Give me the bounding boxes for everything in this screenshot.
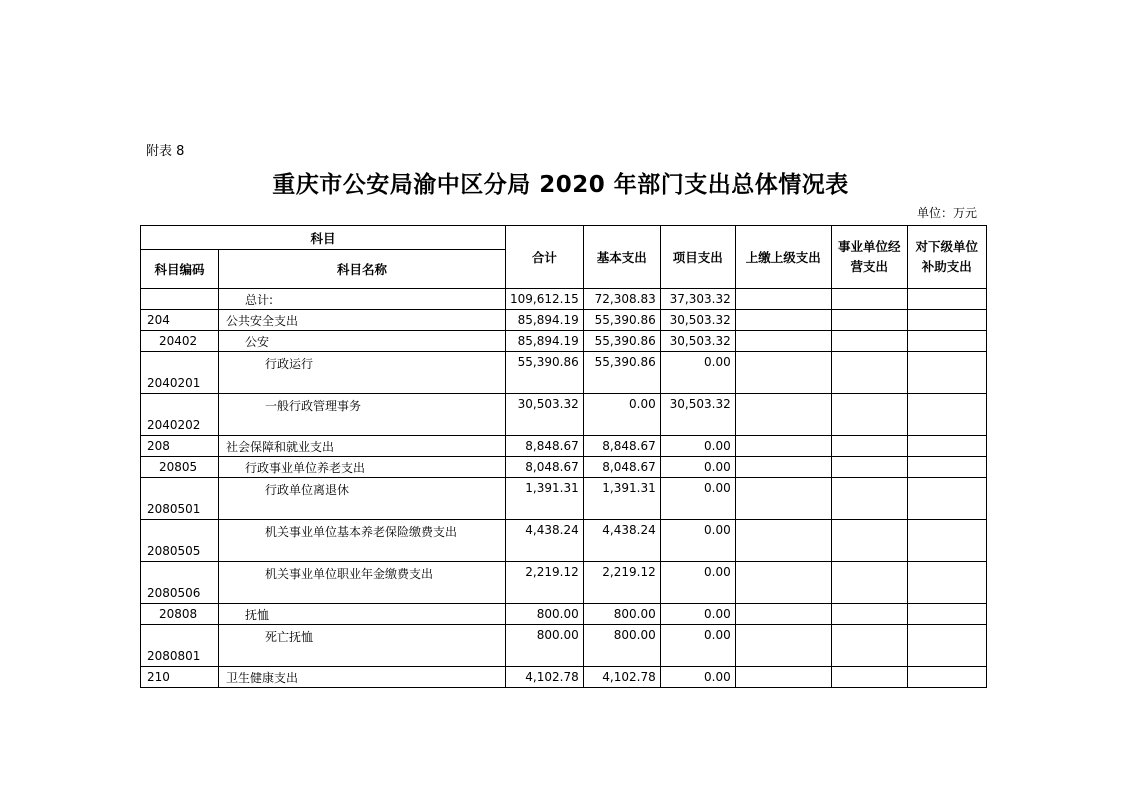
subject-name-cell: 抚恤 — [219, 604, 506, 625]
basic-cell: 55,390.86 — [583, 352, 660, 394]
project-cell: 0.00 — [660, 667, 735, 688]
subsidy-cell — [907, 289, 986, 310]
business-cell — [831, 604, 907, 625]
subject-name-cell: 公共安全支出 — [219, 310, 506, 331]
table-row — [141, 289, 987, 310]
table-row — [141, 562, 987, 604]
basic-cell: 55,390.86 — [583, 310, 660, 331]
table-row — [141, 520, 987, 562]
business-cell — [831, 478, 907, 520]
project-cell: 30,503.32 — [660, 331, 735, 352]
project-cell: 0.00 — [660, 478, 735, 520]
basic-cell: 800.00 — [583, 604, 660, 625]
basic-cell: 1,391.31 — [583, 478, 660, 520]
subject-name-cell: 行政单位离退休 — [219, 478, 506, 520]
page-title: 重庆市公安局渝中区分局 2020 年部门支出总体情况表 — [272, 172, 849, 198]
subject-code-cell: 2080801 — [141, 625, 219, 667]
expenditure-table — [140, 225, 987, 688]
remit-cell — [735, 394, 831, 436]
table-row — [141, 457, 987, 478]
project-cell: 0.00 — [660, 436, 735, 457]
basic-cell: 800.00 — [583, 625, 660, 667]
total-cell: 85,894.19 — [506, 310, 584, 331]
subject-code-cell: 204 — [141, 310, 219, 331]
total-cell: 85,894.19 — [506, 331, 584, 352]
subject-name-cell: 总计: — [219, 289, 506, 310]
total-cell: 2,219.12 — [506, 562, 584, 604]
basic-cell: 0.00 — [583, 394, 660, 436]
subject-code-cell: 210 — [141, 667, 219, 688]
subject-code-cell: 2040201 — [141, 352, 219, 394]
basic-header: 基本支出 — [583, 226, 660, 289]
subject-code-cell: 2040202 — [141, 394, 219, 436]
table-row — [141, 352, 987, 394]
remit-cell — [735, 331, 831, 352]
subsidy-cell — [907, 352, 986, 394]
appendix-label: 附表 8 — [146, 144, 185, 159]
subject-code-cell: 2080505 — [141, 520, 219, 562]
basic-cell: 4,438.24 — [583, 520, 660, 562]
table-row — [141, 331, 987, 352]
total-cell: 4,102.78 — [506, 667, 584, 688]
table-row — [141, 394, 987, 436]
subject-code-cell: 208 — [141, 436, 219, 457]
basic-cell: 2,219.12 — [583, 562, 660, 604]
subsidy-cell — [907, 625, 986, 667]
remit-cell — [735, 436, 831, 457]
remit-cell — [735, 352, 831, 394]
total-cell: 109,612.15 — [506, 289, 584, 310]
basic-cell: 8,048.67 — [583, 457, 660, 478]
total-cell: 55,390.86 — [506, 352, 584, 394]
subsidy-cell — [907, 667, 986, 688]
table-row — [141, 310, 987, 331]
subject-code-cell — [141, 289, 219, 310]
remit-header: 上缴上级支出 — [735, 226, 831, 289]
total-cell: 1,391.31 — [506, 478, 584, 520]
project-cell: 0.00 — [660, 625, 735, 667]
subject-name-cell: 行政事业单位养老支出 — [219, 457, 506, 478]
total-cell: 8,048.67 — [506, 457, 584, 478]
basic-cell: 4,102.78 — [583, 667, 660, 688]
remit-cell — [735, 457, 831, 478]
code-header: 科目编码 — [141, 250, 219, 289]
subject-name-cell: 死亡抚恤 — [219, 625, 506, 667]
total-cell: 4,438.24 — [506, 520, 584, 562]
remit-cell — [735, 310, 831, 331]
business-cell — [831, 436, 907, 457]
total-cell: 30,503.32 — [506, 394, 584, 436]
project-cell: 0.00 — [660, 520, 735, 562]
business-header: 事业单位经营支出 — [831, 226, 907, 289]
business-cell — [831, 394, 907, 436]
business-cell — [831, 625, 907, 667]
subject-code-cell: 20808 — [141, 604, 219, 625]
subsidy-cell — [907, 562, 986, 604]
table-row — [141, 478, 987, 520]
subsidy-cell — [907, 394, 986, 436]
total-cell: 8,848.67 — [506, 436, 584, 457]
subsidy-cell — [907, 436, 986, 457]
project-cell: 0.00 — [660, 352, 735, 394]
table-row — [141, 436, 987, 457]
remit-cell — [735, 604, 831, 625]
subject-name-cell: 机关事业单位基本养老保险缴费支出 — [219, 520, 506, 562]
table-row — [141, 625, 987, 667]
business-cell — [831, 331, 907, 352]
remit-cell — [735, 667, 831, 688]
subsidy-cell — [907, 457, 986, 478]
basic-cell: 55,390.86 — [583, 331, 660, 352]
remit-cell — [735, 625, 831, 667]
unit-label: 单位：万元 — [916, 206, 977, 220]
project-cell: 0.00 — [660, 604, 735, 625]
subsidy-cell — [907, 478, 986, 520]
remit-cell — [735, 562, 831, 604]
subject-code-cell: 2080506 — [141, 562, 219, 604]
total-header: 合计 — [506, 226, 584, 289]
business-cell — [831, 562, 907, 604]
project-cell: 0.00 — [660, 562, 735, 604]
subject-name-cell: 社会保障和就业支出 — [219, 436, 506, 457]
subsidy-cell — [907, 604, 986, 625]
remit-cell — [735, 289, 831, 310]
subject-code-cell: 2080501 — [141, 478, 219, 520]
basic-cell: 8,848.67 — [583, 436, 660, 457]
business-cell — [831, 520, 907, 562]
total-cell: 800.00 — [506, 625, 584, 667]
business-cell — [831, 457, 907, 478]
subsidy-cell — [907, 331, 986, 352]
project-header: 项目支出 — [660, 226, 735, 289]
business-cell — [831, 289, 907, 310]
project-cell: 30,503.32 — [660, 310, 735, 331]
table-row — [141, 604, 987, 625]
basic-cell: 72,308.83 — [583, 289, 660, 310]
business-cell — [831, 667, 907, 688]
total-cell: 800.00 — [506, 604, 584, 625]
subject-name-cell: 机关事业单位职业年金缴费支出 — [219, 562, 506, 604]
business-cell — [831, 310, 907, 331]
subject-name-cell: 行政运行 — [219, 352, 506, 394]
subsidy-cell — [907, 310, 986, 331]
project-cell: 37,303.32 — [660, 289, 735, 310]
table-row — [141, 667, 987, 688]
subject-group-header: 科目 — [141, 226, 506, 250]
subsidy-cell — [907, 520, 986, 562]
business-cell — [831, 352, 907, 394]
remit-cell — [735, 478, 831, 520]
remit-cell — [735, 520, 831, 562]
name-header: 科目名称 — [219, 250, 506, 289]
subsidy-header: 对下级单位补助支出 — [907, 226, 986, 289]
subject-code-cell: 20402 — [141, 331, 219, 352]
subject-code-cell: 20805 — [141, 457, 219, 478]
project-cell: 0.00 — [660, 457, 735, 478]
project-cell: 30,503.32 — [660, 394, 735, 436]
subject-name-cell: 卫生健康支出 — [219, 667, 506, 688]
subject-name-cell: 公安 — [219, 331, 506, 352]
subject-name-cell: 一般行政管理事务 — [219, 394, 506, 436]
